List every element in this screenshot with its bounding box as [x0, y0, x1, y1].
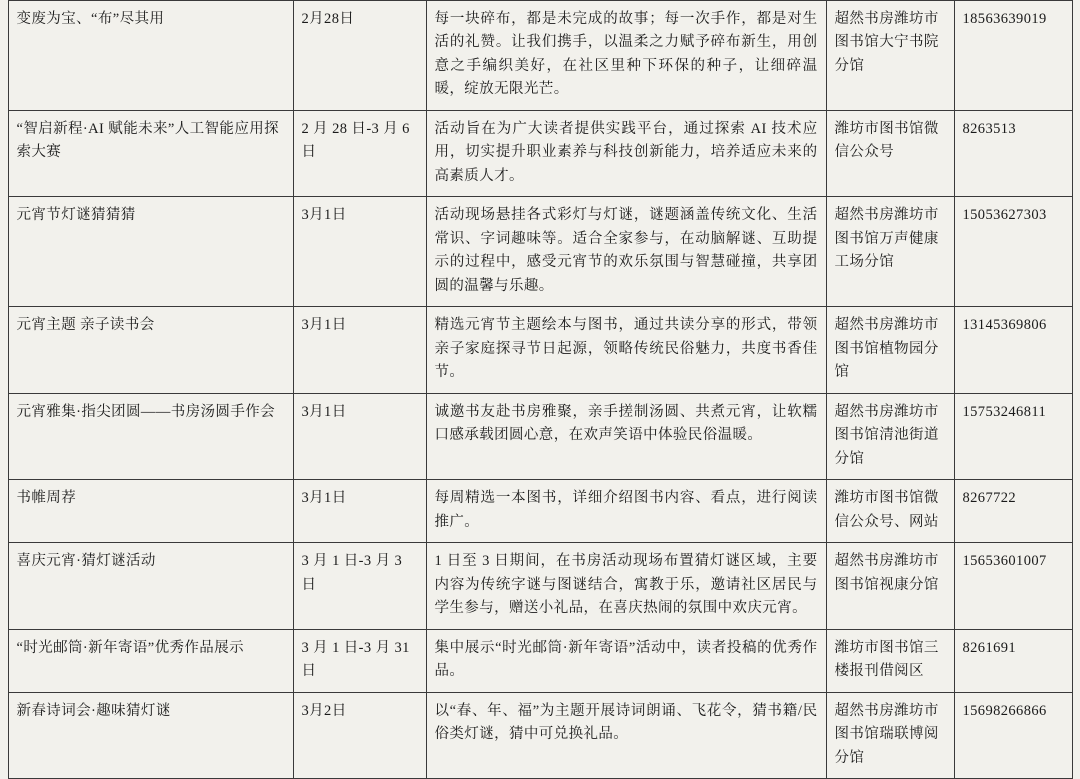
activity-description: 活动现场悬挂各式彩灯与灯谜，谜题涵盖传统文化、生活常识、字词趣味等。适合全家参与，在动脑解谜、互助提示的过程中，感受元宵节的欢乐氛围与智慧碰撞，共享团圆的温馨与乐趣。 — [426, 197, 826, 307]
table-row — [8, 543, 1072, 629]
table-row — [8, 307, 1072, 393]
activity-description: 诚邀书友赴书房雅聚，亲手搓制汤圆、共煮元宵，让软糯口感承载团圆心意，在欢声笑语中体验民俗温暖。 — [426, 393, 826, 479]
contact-phone: 15698266866 — [954, 692, 1072, 778]
activity-name: 元宵节灯谜猜猜猜 — [8, 197, 293, 307]
activity-date: 3月1日 — [293, 480, 426, 543]
contact-phone: 8263513 — [954, 110, 1072, 196]
table-row — [8, 393, 1072, 479]
table-row — [8, 1, 1072, 111]
activity-location: 潍坊市图书馆微信公众号、网站 — [826, 480, 954, 543]
table-row — [8, 197, 1072, 307]
activity-location: 超然书房潍坊市图书馆植物园分馆 — [826, 307, 954, 393]
table-row — [8, 480, 1072, 543]
activity-description: 活动旨在为广大读者提供实践平台，通过探索 AI 技术应用，切实提升职业素养与科技创新能力，培养适应未来的高素质人才。 — [426, 110, 826, 196]
activity-name: 喜庆元宵·猜灯谜活动 — [8, 543, 293, 629]
activity-date: 3 月 1 日-3 月 31 日 — [293, 629, 426, 692]
activity-date: 3 月 1 日-3 月 3 日 — [293, 543, 426, 629]
contact-phone: 15753246811 — [954, 393, 1072, 479]
activity-name: 书帷周荐 — [8, 480, 293, 543]
activity-name: 元宵雅集·指尖团圆——书房汤圆手作会 — [8, 393, 293, 479]
activity-description: 精选元宵节主题绘本与图书，通过共读分享的形式，带领亲子家庭探寻节日起源，领略传统民俗魅力，共度书香佳节。 — [426, 307, 826, 393]
table-body — [8, 1, 1072, 779]
activity-location: 超然书房潍坊市图书馆瑞联博阅分馆 — [826, 692, 954, 778]
contact-phone: 8267722 — [954, 480, 1072, 543]
contact-phone: 15653601007 — [954, 543, 1072, 629]
activity-name: 新春诗词会·趣味猜灯谜 — [8, 692, 293, 778]
activity-name: “时光邮筒·新年寄语”优秀作品展示 — [8, 629, 293, 692]
activity-location: 潍坊市图书馆三楼报刊借阅区 — [826, 629, 954, 692]
activity-location: 超然书房潍坊市图书馆万声健康工场分馆 — [826, 197, 954, 307]
table-row — [8, 629, 1072, 692]
activity-name: 变废为宝、“布”尽其用 — [8, 1, 293, 111]
contact-phone: 8261691 — [954, 629, 1072, 692]
activity-date: 3月1日 — [293, 393, 426, 479]
activity-date: 3月1日 — [293, 197, 426, 307]
activity-date: 2月28日 — [293, 1, 426, 111]
activity-location: 超然书房潍坊市图书馆清池街道分馆 — [826, 393, 954, 479]
activity-location: 超然书房潍坊市图书馆大宁书院分馆 — [826, 1, 954, 111]
activity-date: 3月2日 — [293, 692, 426, 778]
activity-description: 1 日至 3 日期间，在书房活动现场布置猜灯谜区域，主要内容为传统字谜与图谜结合，寓教于乐，邀请社区居民与学生参与，赠送小礼品，在喜庆热闹的氛围中欢庆元宵。 — [426, 543, 826, 629]
contact-phone: 18563639019 — [954, 1, 1072, 111]
activity-description: 集中展示“时光邮筒·新年寄语”活动中，读者投稿的优秀作品。 — [426, 629, 826, 692]
contact-phone: 13145369806 — [954, 307, 1072, 393]
table-row — [8, 110, 1072, 196]
activity-location: 超然书房潍坊市图书馆视康分馆 — [826, 543, 954, 629]
contact-phone: 15053627303 — [954, 197, 1072, 307]
activity-description: 每一块碎布，都是未完成的故事；每一次手作，都是对生活的礼赞。让我们携手，以温柔之力赋予碎布新生，用创意之手编织美好，在社区里种下环保的种子，让细碎温暖，绽放无限光芒。 — [426, 1, 826, 111]
activity-description: 每周精选一本图书，详细介绍图书内容、看点，进行阅读推广。 — [426, 480, 826, 543]
activity-schedule-table — [8, 0, 1073, 779]
activity-description: 以“春、年、福”为主题开展诗词朗诵、飞花令，猜书籍/民俗类灯谜，猜中可兑换礼品。 — [426, 692, 826, 778]
activity-date: 3月1日 — [293, 307, 426, 393]
table-row — [8, 692, 1072, 778]
activity-date: 2 月 28 日-3 月 6 日 — [293, 110, 426, 196]
activity-name: 元宵主题 亲子读书会 — [8, 307, 293, 393]
activity-location: 潍坊市图书馆微信公众号 — [826, 110, 954, 196]
activity-name: “智启新程·AI 赋能未来”人工智能应用探索大赛 — [8, 110, 293, 196]
